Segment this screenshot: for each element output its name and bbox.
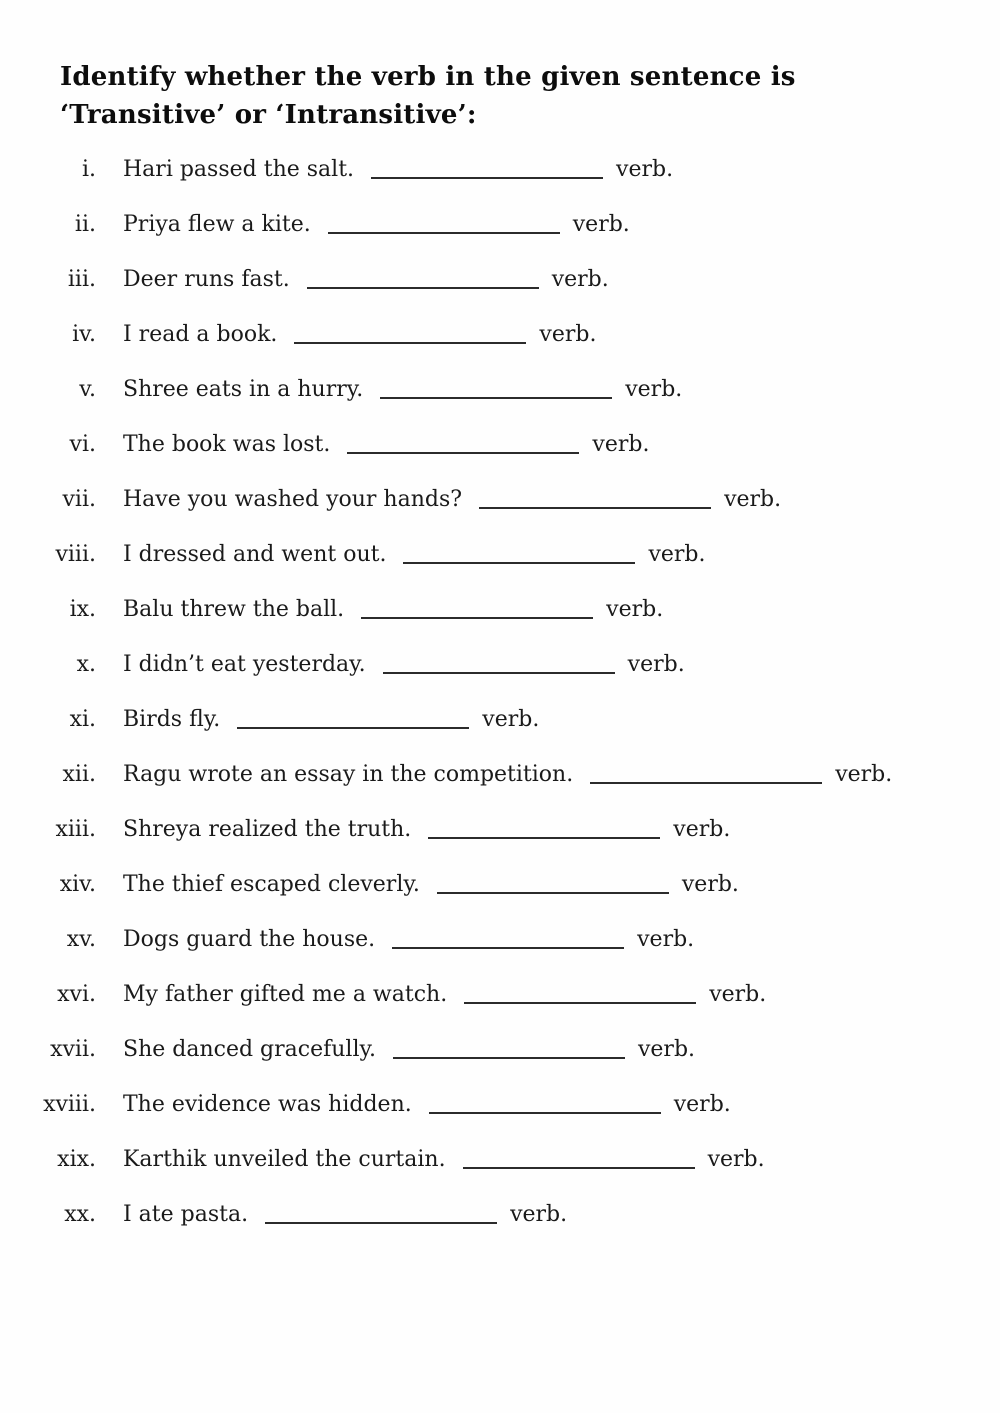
verb-suffix-label: verb. — [592, 432, 650, 457]
question-sentence: Birds fly. — [123, 707, 221, 732]
question-number: xx. — [64, 1202, 96, 1227]
question-list — [0, 158, 1000, 1226]
verb-suffix-label: verb. — [709, 982, 767, 1007]
answer-blank[interactable] — [237, 727, 469, 729]
question-number: xviii. — [43, 1092, 96, 1117]
question-number: iv. — [72, 322, 96, 347]
verb-suffix-label: verb. — [681, 872, 739, 897]
question-sentence: The book was lost. — [123, 432, 331, 457]
question-row — [0, 378, 1000, 401]
verb-suffix-label: verb. — [648, 542, 706, 567]
question-number: xiv. — [59, 872, 96, 897]
verb-suffix-label: verb. — [539, 322, 597, 347]
question-row — [0, 763, 1000, 786]
verb-suffix-label: verb. — [835, 762, 893, 787]
verb-suffix-label: verb. — [637, 927, 695, 952]
question-number: v. — [79, 377, 96, 402]
question-row — [0, 928, 1000, 951]
page-title: Identify whether the verb in the given sentence is ‘Transitive’ or ‘Intransitive’: — [60, 62, 796, 130]
question-number: viii. — [55, 542, 96, 567]
question-row — [0, 653, 1000, 676]
question-sentence: Balu threw the ball. — [123, 597, 345, 622]
verb-suffix-label: verb. — [707, 1147, 765, 1172]
answer-blank[interactable] — [307, 287, 539, 289]
question-number: xix. — [57, 1147, 96, 1172]
question-sentence: Shreya realized the truth. — [123, 817, 412, 842]
answer-blank[interactable] — [393, 1057, 625, 1059]
answer-blank[interactable] — [371, 177, 603, 179]
question-number: ii. — [74, 212, 96, 237]
verb-suffix-label: verb. — [673, 817, 731, 842]
question-number: xv. — [66, 927, 96, 952]
question-sentence: Hari passed the salt. — [123, 157, 355, 182]
question-row — [0, 983, 1000, 1006]
answer-blank[interactable] — [328, 232, 560, 234]
question-row — [0, 268, 1000, 291]
answer-blank[interactable] — [463, 1167, 695, 1169]
verb-suffix-label: verb. — [572, 212, 630, 237]
question-row — [0, 1093, 1000, 1116]
verb-suffix-label: verb. — [637, 1037, 696, 1062]
question-sentence: Shree eats in a hurry. — [123, 377, 364, 402]
question-sentence: I read a book. — [123, 322, 278, 347]
answer-blank[interactable] — [392, 947, 624, 949]
answer-blank[interactable] — [347, 452, 579, 454]
question-sentence: Deer runs fast. — [123, 267, 290, 292]
question-number: xiii. — [55, 817, 96, 842]
question-number: iii. — [67, 267, 96, 292]
question-number: vi. — [69, 432, 96, 457]
verb-suffix-label: verb. — [627, 652, 685, 677]
verb-suffix-label: verb. — [625, 377, 683, 402]
question-number: xi. — [69, 707, 96, 732]
answer-blank[interactable] — [428, 837, 660, 839]
question-sentence: Karthik unveiled the curtain. — [123, 1147, 446, 1172]
question-row — [0, 1203, 1000, 1226]
question-number: i. — [81, 157, 96, 182]
question-sentence: Dogs guard the house. — [123, 927, 376, 952]
question-sentence: Ragu wrote an essay in the competition. — [123, 762, 574, 787]
question-row — [0, 873, 1000, 896]
question-row — [0, 1148, 1000, 1171]
question-row — [0, 158, 1000, 181]
verb-suffix-label: verb. — [724, 487, 782, 512]
question-row — [0, 818, 1000, 841]
question-sentence: The evidence was hidden. — [123, 1092, 412, 1117]
question-number: ix. — [69, 597, 96, 622]
question-sentence: Have you washed your hands? — [123, 487, 463, 512]
question-number: x. — [76, 652, 96, 677]
answer-blank[interactable] — [590, 782, 822, 784]
verb-suffix-label: verb. — [606, 597, 664, 622]
answer-blank[interactable] — [383, 672, 615, 674]
question-row — [0, 543, 1000, 566]
question-sentence: I didn’t eat yesterday. — [123, 652, 366, 677]
question-row — [0, 488, 1000, 511]
answer-blank[interactable] — [265, 1222, 497, 1224]
verb-suffix-label: verb. — [482, 707, 540, 732]
answer-blank[interactable] — [361, 617, 593, 619]
verb-suffix-label: verb. — [673, 1092, 731, 1117]
answer-blank[interactable] — [403, 562, 635, 564]
question-row — [0, 433, 1000, 456]
question-row — [0, 708, 1000, 731]
question-sentence: My father gifted me a watch. — [123, 982, 448, 1007]
question-row — [0, 323, 1000, 346]
question-sentence: She danced gracefully. — [123, 1037, 376, 1062]
answer-blank[interactable] — [464, 1002, 696, 1004]
answer-blank[interactable] — [429, 1112, 661, 1114]
question-row — [0, 1038, 1000, 1061]
verb-suffix-label: verb. — [551, 267, 609, 292]
question-sentence: Priya flew a kite. — [123, 212, 311, 237]
question-sentence: The thief escaped cleverly. — [123, 872, 420, 897]
answer-blank[interactable] — [479, 507, 711, 509]
question-number: xvii. — [50, 1037, 96, 1062]
answer-blank[interactable] — [294, 342, 526, 344]
verb-suffix-label: verb. — [510, 1202, 568, 1227]
question-sentence: I dressed and went out. — [123, 542, 387, 567]
question-number: vii. — [62, 487, 96, 512]
question-sentence: I ate pasta. — [123, 1202, 249, 1227]
answer-blank[interactable] — [380, 397, 612, 399]
question-row — [0, 598, 1000, 621]
verb-suffix-label: verb. — [616, 157, 674, 182]
question-number: xvi. — [57, 982, 96, 1007]
answer-blank[interactable] — [437, 892, 669, 894]
question-row — [0, 213, 1000, 236]
question-number: xii. — [62, 762, 96, 787]
